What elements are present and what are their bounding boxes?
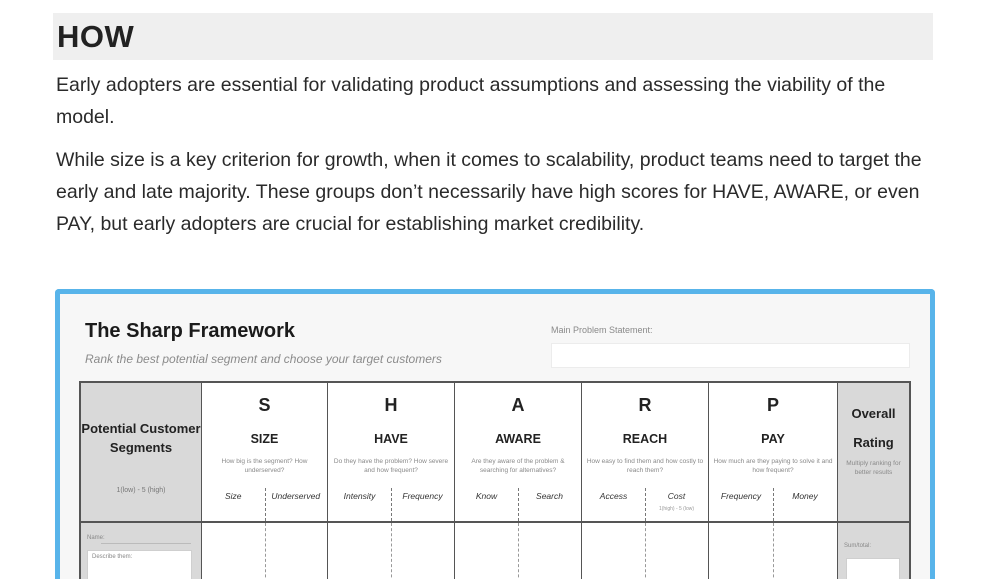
- sub-criterion: Size: [224, 491, 242, 501]
- column-question: How much are they paying to solve it and how frequent?: [713, 458, 833, 474]
- cell-divider: [391, 523, 392, 579]
- cell-divider: [645, 523, 646, 579]
- describe-label: Describe them:: [92, 554, 133, 560]
- segments-header: Potential Customer Segments: [81, 421, 201, 455]
- column-letter: H: [384, 395, 398, 415]
- score-cell: [582, 523, 709, 579]
- section-heading-bar: [53, 13, 933, 60]
- name-line: [101, 543, 191, 544]
- sub-criterion: Frequency: [402, 491, 443, 501]
- sub-criterion: Know: [475, 491, 498, 501]
- column-word: REACH: [622, 432, 668, 446]
- score-cell: [709, 523, 837, 579]
- framework-subtitle: Rank the best potential segment and choose your target customers: [85, 352, 442, 366]
- score-cell: [202, 523, 328, 579]
- problem-statement-label: Main Problem Statement:: [551, 325, 653, 335]
- sub-criterion: Underserved: [271, 491, 321, 501]
- column-reach: [582, 383, 709, 521]
- overall-header: Overall Rating: [851, 406, 896, 450]
- cell-divider: [265, 523, 266, 579]
- score-cell: [455, 523, 582, 579]
- framework-title: The Sharp Framework: [85, 320, 296, 342]
- overall-header-cell: [837, 383, 909, 521]
- cell-divider: [518, 523, 519, 579]
- sum-field: [846, 558, 900, 579]
- column-question: Do they have the problem? How severe and how frequent?: [333, 458, 449, 474]
- sub-criterion: Search: [536, 491, 563, 501]
- problem-statement-field: [551, 343, 910, 368]
- sub-criterion: Money: [792, 491, 818, 501]
- column-question: How big is the segment? How underserved?: [221, 458, 308, 474]
- framework-image: [55, 289, 935, 579]
- column-question: How easy to find them and how costly to reach them?: [586, 458, 704, 474]
- name-label: Name:: [87, 535, 105, 541]
- column-question: Are they aware of the problem & searching for alternatives?: [471, 458, 565, 474]
- sub-criterion: Cost: [667, 491, 686, 501]
- describe-field: [87, 550, 192, 579]
- column-pay: [709, 383, 837, 521]
- sub-criterion: Intensity: [343, 491, 376, 501]
- segments-header-cell: [81, 383, 202, 521]
- score-cell: [328, 523, 455, 579]
- column-word: PAY: [761, 432, 785, 446]
- column-letter: R: [638, 395, 652, 415]
- column-size: [202, 383, 328, 521]
- column-have: [328, 383, 455, 521]
- segment-row-cell: [81, 523, 202, 579]
- framework-table: [79, 381, 911, 579]
- sub-criterion: Access: [599, 491, 628, 501]
- paragraph-early-adopters: Early adopters are essential for validating product assumptions and assessing the viability of the model.: [56, 74, 886, 128]
- sub-criterion: Frequency: [720, 491, 762, 501]
- column-aware: [455, 383, 582, 521]
- overall-note: Multiply ranking for better results: [846, 460, 901, 476]
- scale-note: 1(low) - 5 (high): [116, 487, 166, 494]
- column-letter: A: [511, 395, 525, 415]
- overall-row-cell: [837, 523, 909, 579]
- sum-label: Sum/total:: [844, 543, 872, 549]
- section-heading: HOW: [57, 19, 135, 54]
- cost-scale-note: 1(high) - 5 (low): [658, 506, 694, 512]
- column-word: HAVE: [374, 432, 408, 446]
- column-letter: P: [766, 395, 779, 415]
- column-letter: S: [258, 395, 271, 415]
- column-word: SIZE: [250, 432, 279, 446]
- column-word: AWARE: [495, 432, 541, 446]
- cell-divider: [773, 523, 774, 579]
- paragraph-scalability: While size is a key criterion for growth, when it comes to scalability, product teams need to target the early and late majority. These groups don’t necessarily have high scores for HAVE, AWARE, or even PAY, but early adopters are crucial for establishing market credibility.: [56, 149, 922, 235]
